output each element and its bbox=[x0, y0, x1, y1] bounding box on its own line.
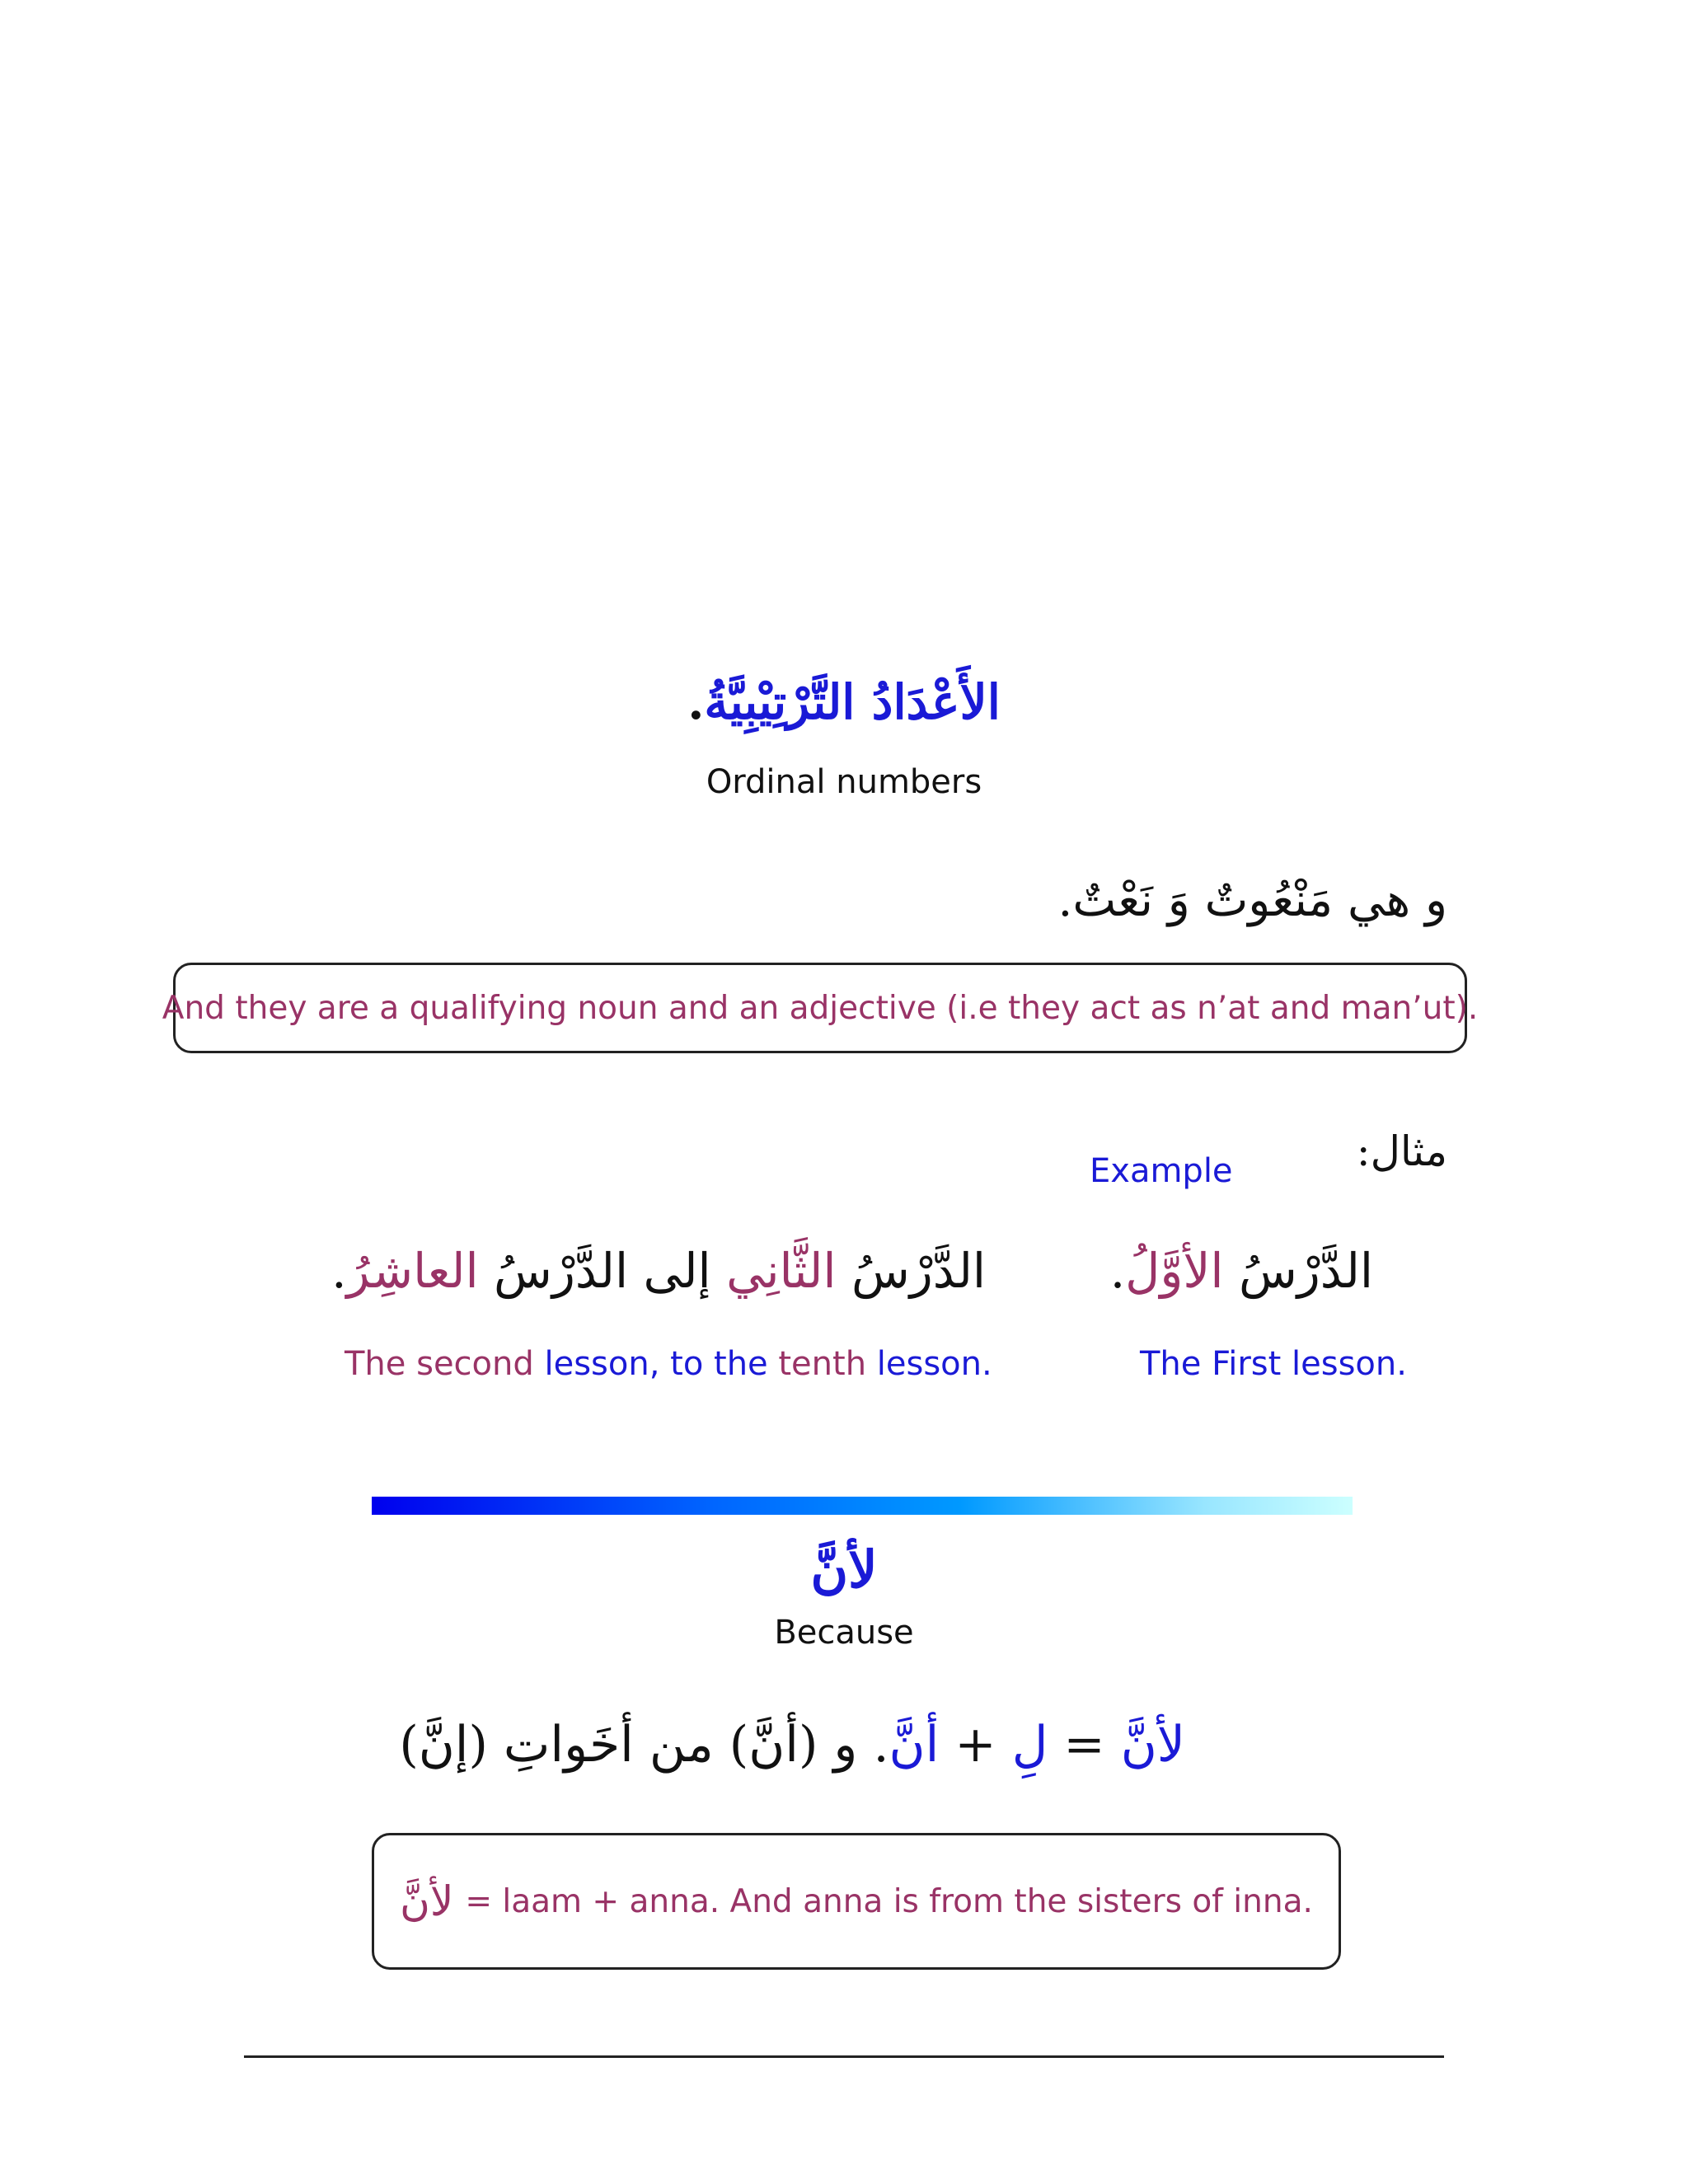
example-second-english-d: lesson. bbox=[876, 1345, 992, 1383]
example-first-adjective: الأوَّلُ bbox=[1125, 1243, 1224, 1299]
page-title-arabic bbox=[0, 674, 1688, 730]
example-first-english bbox=[1140, 1345, 1407, 1383]
example-first-english-b: lesson. bbox=[1292, 1345, 1407, 1383]
example-first-dot: . bbox=[1109, 1243, 1126, 1299]
example-second-english-a: The second bbox=[345, 1345, 545, 1383]
example-label-english: Example bbox=[1090, 1152, 1233, 1190]
formula-equals: = bbox=[1048, 1716, 1121, 1774]
example-first-english-a: The First bbox=[1140, 1345, 1292, 1383]
example-second-arabic bbox=[331, 1243, 986, 1299]
example-first-noun: الدَّرْسُ bbox=[1223, 1243, 1373, 1299]
because-heading-arabic: لأنَّ bbox=[810, 1540, 878, 1600]
formula-plus: + bbox=[939, 1716, 1012, 1774]
example-label-arabic: مثال: bbox=[1356, 1127, 1447, 1175]
example-second-dot: . bbox=[331, 1243, 347, 1299]
footer-rule bbox=[244, 2055, 1444, 2058]
formula-part-lam: لِ bbox=[1011, 1716, 1048, 1774]
title-arabic-dot: . bbox=[687, 674, 705, 730]
example-second-noun: الدَّرْسُ bbox=[836, 1243, 986, 1299]
statement-translation-box bbox=[162, 963, 1479, 1053]
formula-explanation: . و (أنَّ) من أخَواتِ (إنَّ) bbox=[399, 1716, 889, 1774]
gradient-divider bbox=[372, 1497, 1353, 1515]
page-title-english: Ordinal numbers bbox=[706, 763, 982, 801]
formula-arabic bbox=[399, 1716, 1185, 1774]
formula-translation-arabic: لأنَّ bbox=[400, 1877, 454, 1925]
example-second-english bbox=[345, 1345, 992, 1383]
example-tenth-adjective: العاشِرُ bbox=[346, 1243, 479, 1299]
title-arabic-text: الأَعْدَادُ التَّرْتِيْبِيَّةُ bbox=[704, 674, 1001, 730]
formula-part-lianna: لأنَّ bbox=[1120, 1716, 1185, 1774]
example-second-english-c: tenth bbox=[778, 1345, 877, 1383]
formula-part-anna: أنَّ bbox=[889, 1716, 940, 1774]
formula-translation-box bbox=[372, 1833, 1341, 1970]
because-heading-english: Because bbox=[774, 1614, 914, 1652]
statement-arabic: و هي مَنْعُوتٌ وَ نَعْتٌ. bbox=[1057, 874, 1447, 927]
example-second-preposition: إلى الدَّرْسُ bbox=[478, 1243, 727, 1299]
example-second-adjective: الثَّانِي bbox=[726, 1243, 837, 1299]
example-first-arabic bbox=[1110, 1243, 1373, 1299]
statement-translation: And they are a qualifying noun and an adjective (i.e they act as n’at and man’ut). bbox=[162, 989, 1479, 1027]
example-second-english-b: lesson, to the bbox=[544, 1345, 779, 1383]
formula-translation-english: = laam + anna. And anna is from the sisters of inna. bbox=[465, 1882, 1313, 1920]
formula-translation bbox=[374, 1835, 1339, 1967]
